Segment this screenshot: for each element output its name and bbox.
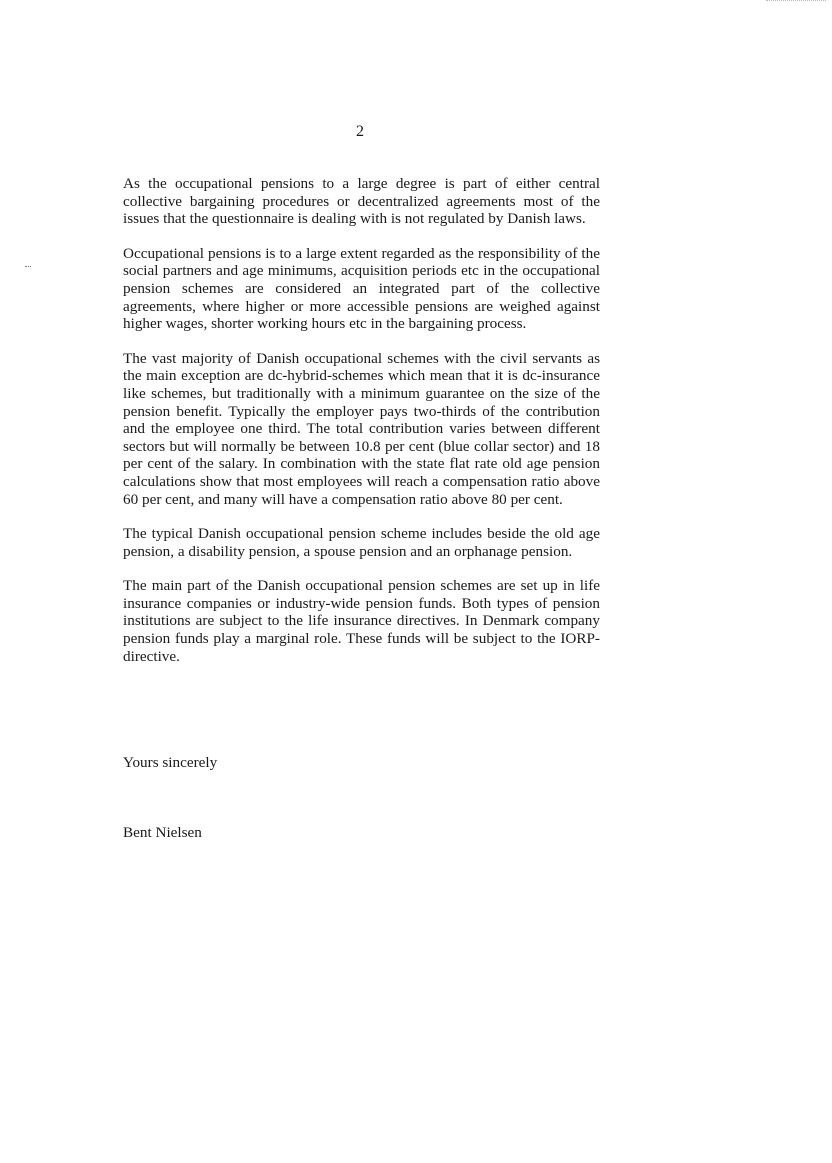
scan-artifact-margin [25,266,31,269]
paragraph-1: As the occupational pensions to a large degree is part of either central collective bargaining procedures or decentralized agreements most of the issues that the questionnaire is dealing with is not regulated by Danish laws. [123,175,600,228]
page-number: 2 [356,123,364,140]
paragraph-5: The main part of the Danish occupational pension schemes are set up in life insurance companies or industry-wide pension funds. Both types of pension institutions are subject to the life insurance directives. In Denmark company pension funds play a marginal role. These funds will be subject to the IORP-directive. [123,577,600,665]
paragraph-2: Occupational pensions is to a large extent regarded as the responsibility of the social partners and age minimums, acquisition periods etc in the occupational pension schemes are considered an integrated part of the collective agreements, where higher or more accessible pensions are weighed against higher wages, shorter working hours etc in the bargaining process. [123,244,600,333]
paragraph-4: The typical Danish occupational pension scheme includes beside the old age pension, a disability pension, a spouse pension and an orphanage pension. [123,525,600,560]
closing-salutation: Yours sincerely [123,754,218,771]
scan-artifact-top-right [766,0,826,3]
paragraph-3: The vast majority of Danish occupational schemes with the civil servants as the main exception are dc-hybrid-schemes which mean that it is dc-insurance like schemes, but traditionally with a minimum guarantee on the size of the pension benefit. Typically the employer pays two-thirds of the contribution and the employee one third. The total contribution varies between different sectors but will normally be between 10.8 per cent (blue collar sector) and 18 per cent of the salary. In combination with the state flat rate old age pension calculations show that most employees will reach a compensation ratio above 60 per cent, and many will have a compensation ratio above 80 per cent. [123,349,600,508]
letter-body [123,175,600,682]
signatory-name: Bent Nielsen [123,824,202,841]
